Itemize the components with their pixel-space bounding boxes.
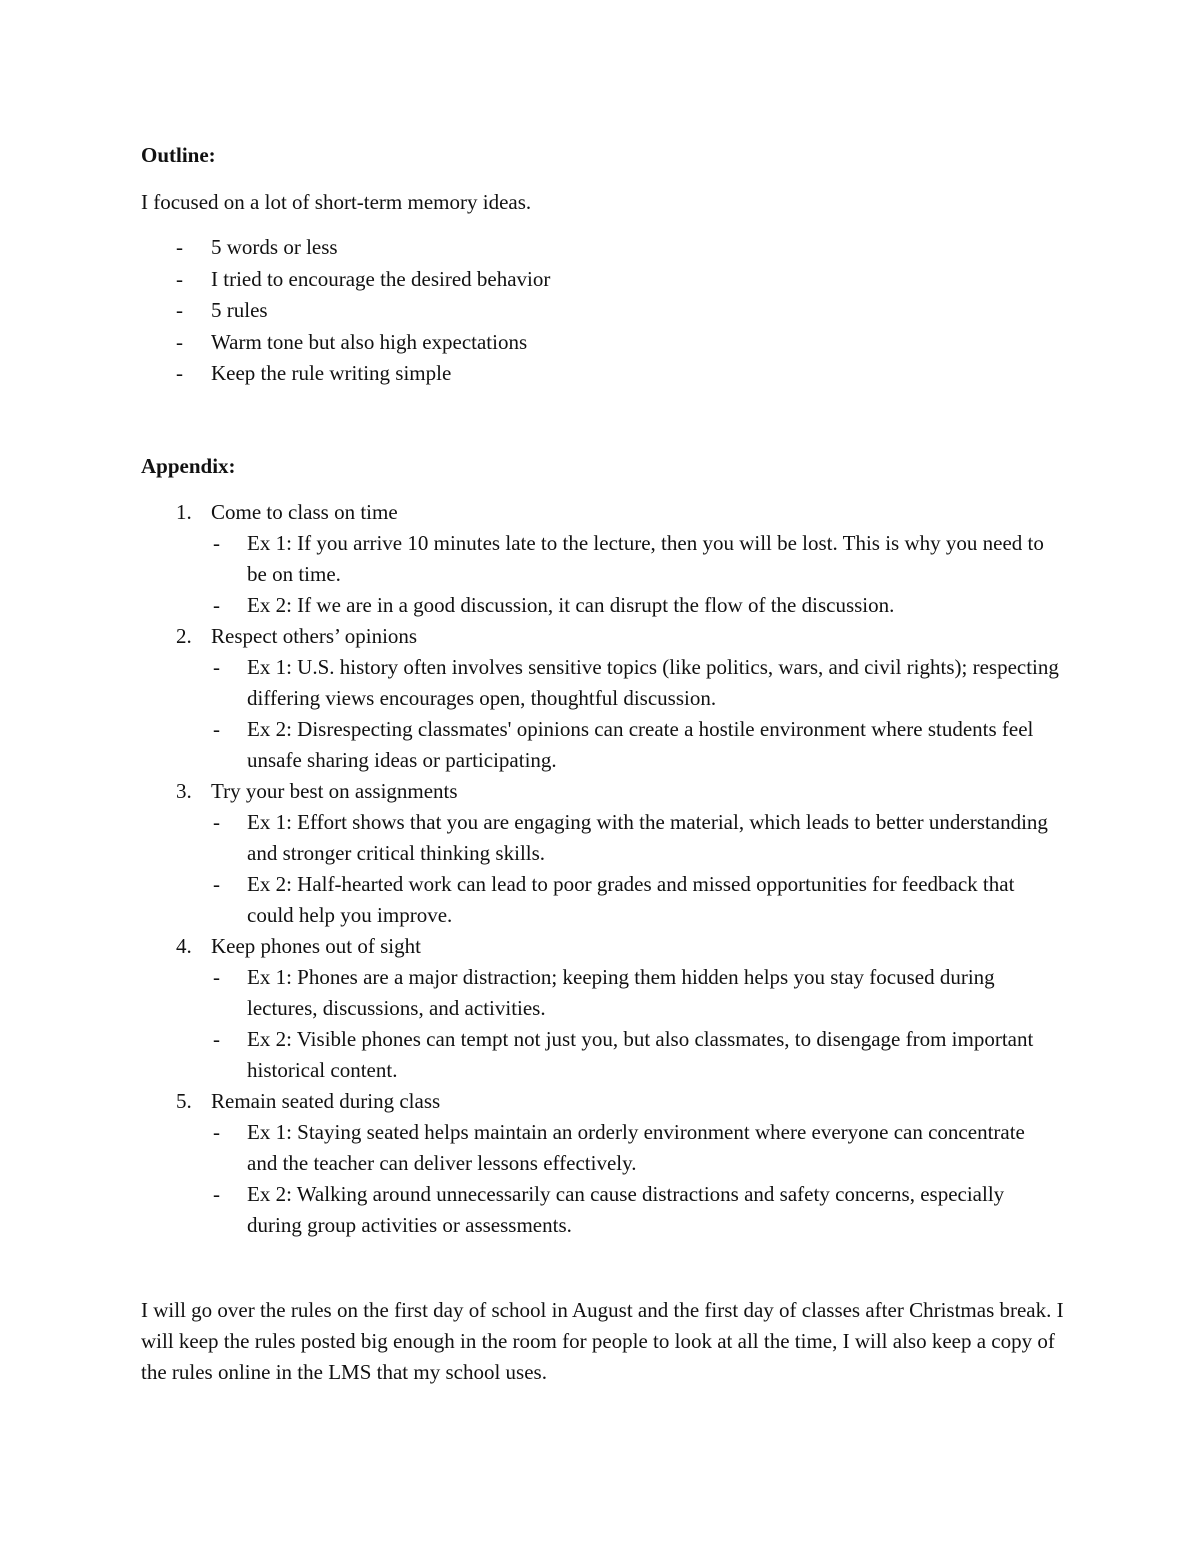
rule-header bbox=[141, 1086, 1071, 1117]
rule-item bbox=[141, 1086, 1071, 1241]
example-text: Ex 2: Walking around unnecessarily can cause distractions and safety concerns, especially during group activities or assessments. bbox=[247, 1182, 1005, 1237]
bullet-text: 5 words or less bbox=[211, 235, 338, 259]
rule-example bbox=[141, 590, 1059, 621]
bullet-dash: - bbox=[213, 1027, 220, 1051]
rule-header bbox=[141, 621, 1071, 652]
example-text: Ex 2: Disrespecting classmates' opinions can create a hostile environment where students feel unsafe sharing ideas or participating. bbox=[247, 717, 1034, 772]
rule-item bbox=[141, 497, 1071, 621]
rule-title: Try your best on assignments bbox=[211, 779, 458, 803]
rule-example bbox=[141, 1024, 1059, 1086]
rule-example bbox=[141, 962, 1059, 1024]
outline-heading: Outline: bbox=[141, 143, 216, 167]
rule-title: Remain seated during class bbox=[211, 1089, 441, 1113]
bullet-text: Keep the rule writing simple bbox=[211, 361, 452, 385]
rule-examples bbox=[141, 807, 1071, 931]
rule-title: Come to class on time bbox=[211, 500, 398, 524]
bullet-dash: - bbox=[213, 872, 220, 896]
appendix-rules-list bbox=[141, 497, 1071, 1241]
outline-intro: I focused on a lot of short-term memory ideas. bbox=[141, 190, 532, 214]
rule-item bbox=[141, 776, 1071, 931]
bullet-dash: - bbox=[176, 266, 183, 291]
rule-example bbox=[141, 1117, 1059, 1179]
bullet-dash: - bbox=[213, 593, 220, 617]
bullet-dash: - bbox=[176, 298, 183, 322]
bullet-dash: - bbox=[213, 655, 220, 679]
rule-header bbox=[141, 931, 1071, 962]
rule-example bbox=[141, 1179, 1059, 1241]
rule-item bbox=[141, 621, 1071, 776]
bullet-dash: - bbox=[213, 965, 220, 989]
rule-examples bbox=[141, 1117, 1071, 1241]
rule-example bbox=[141, 807, 1059, 869]
bullet-dash: - bbox=[213, 810, 220, 834]
rule-number: 1. bbox=[176, 500, 192, 524]
rule-number: 5. bbox=[176, 1089, 192, 1113]
rule-number: 2. bbox=[176, 624, 192, 648]
rule-number: 4. bbox=[176, 934, 192, 958]
rule-item bbox=[141, 931, 1071, 1086]
example-text: Ex 1: If you arrive 10 minutes late to the lecture, then you will be lost. This is why you need to be on time. bbox=[247, 531, 1044, 586]
bullet-dash: - bbox=[176, 235, 183, 259]
rule-header bbox=[141, 776, 1071, 807]
rule-example bbox=[141, 528, 1059, 590]
rule-title: Keep phones out of sight bbox=[211, 934, 421, 958]
rule-title: Respect others’ opinions bbox=[211, 624, 418, 648]
bullet-dash: - bbox=[213, 1182, 220, 1206]
rule-example bbox=[141, 652, 1059, 714]
example-text: Ex 1: Effort shows that you are engaging with the material, which leads to better understanding and stronger critical thinking skills. bbox=[247, 810, 1048, 865]
rule-examples bbox=[141, 528, 1071, 621]
bullet-text: Warm tone but also high expectations bbox=[211, 329, 528, 354]
rule-number: 3. bbox=[176, 779, 192, 803]
rule-examples bbox=[141, 652, 1071, 776]
bullet-dash: - bbox=[213, 1120, 220, 1144]
bullet-dash: - bbox=[213, 531, 220, 555]
rule-header bbox=[141, 497, 1071, 528]
bullet-dash: - bbox=[176, 361, 183, 385]
closing-paragraph: I will go over the rules on the first day of school in August and the first day of classes after Christmas break. I will keep the rules posted big enough in the room for people to look at all the time, I will also keep a copy of the rules online in the LMS that my school uses. bbox=[141, 1298, 1064, 1384]
rule-example bbox=[141, 714, 1059, 776]
rule-example bbox=[141, 869, 1059, 931]
rule-examples bbox=[141, 962, 1071, 1086]
example-text: Ex 1: U.S. history often involves sensitive topics (like politics, wars, and civil rights); respecting differing views encourages open, thoughtful discussion. bbox=[247, 655, 1059, 710]
appendix-heading: Appendix: bbox=[141, 454, 236, 478]
bullet-text: I tried to encourage the desired behavior bbox=[211, 266, 551, 291]
bullet-dash: - bbox=[213, 717, 220, 741]
example-text: Ex 2: Visible phones can tempt not just you, but also classmates, to disengage from important historical content. bbox=[247, 1027, 1034, 1082]
bullet-text: 5 rules bbox=[211, 298, 268, 322]
example-text: Ex 2: If we are in a good discussion, it can disrupt the flow of the discussion. bbox=[247, 593, 895, 617]
example-text: Ex 1: Phones are a major distraction; keeping them hidden helps you stay focused during lectures, discussions, and activities. bbox=[247, 965, 995, 1020]
example-text: Ex 2: Half-hearted work can lead to poor grades and missed opportunities for feedback that could help you improve. bbox=[247, 872, 1015, 927]
bullet-dash: - bbox=[176, 329, 183, 354]
example-text: Ex 1: Staying seated helps maintain an orderly environment where everyone can concentrate and the teacher can deliver lessons effectively. bbox=[247, 1120, 1025, 1175]
